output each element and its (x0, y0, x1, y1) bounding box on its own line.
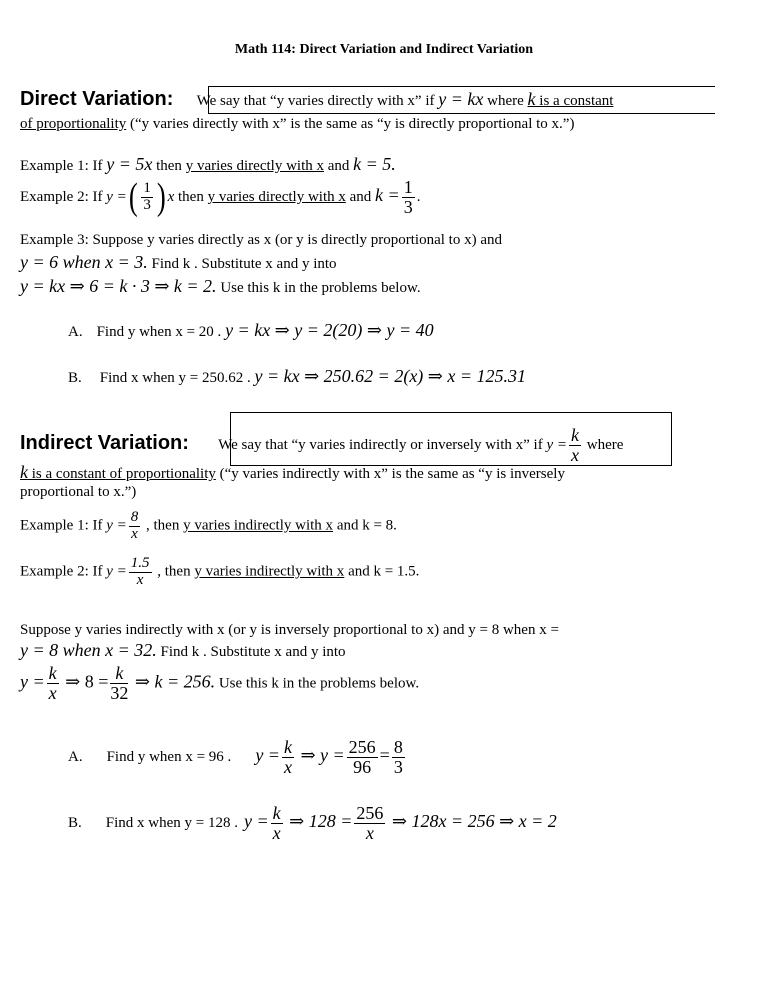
example-k: k = (375, 184, 400, 205)
implication: ⇒ 128 = (284, 810, 353, 831)
indirect-def-text: We say that “y varies indirectly or inversely with x” if (218, 436, 547, 453)
numerator: k (110, 664, 128, 684)
example-text: Use this k in the problems below. (215, 675, 420, 692)
direct-problem-a (68, 320, 434, 341)
denominator: x (570, 444, 579, 465)
problem-label: B. (68, 370, 82, 386)
indirect-def-k: k (20, 462, 28, 482)
direct-definition-line2 (20, 116, 574, 133)
direct-example-2 (20, 178, 420, 217)
numerator: k (272, 803, 281, 823)
page-title: Math 114: Direct Variation and Indirect Variation (234, 42, 534, 57)
problem-solution: y = kx ⇒ 250.62 = 2(x) ⇒ x = 125.31 (254, 366, 527, 386)
left-paren: ( (128, 176, 138, 219)
fraction (129, 510, 141, 543)
indirect-def-y: y = (546, 436, 567, 453)
denominator: 96 (353, 756, 372, 777)
fraction (271, 804, 283, 843)
example-y: y = (20, 671, 45, 692)
problem-solution: y = kx ⇒ y = 2(20) ⇒ y = 40 (225, 320, 434, 340)
example-text: and (323, 158, 354, 174)
fraction (392, 738, 405, 777)
indirect-suppose-line2 (20, 640, 346, 661)
example-conclusion: y varies indirectly with x (183, 517, 334, 534)
numerator: 8 (393, 737, 403, 757)
problem-y: y = (243, 810, 269, 831)
example-conclusion: y varies indirectly with x (194, 563, 345, 580)
denominator: 32 (110, 682, 129, 703)
example-equation: y = kx ⇒ 6 = k · 3 ⇒ k = 2. (20, 276, 217, 296)
indirect-problem-a (68, 738, 407, 777)
example-text: Find k . Substitute x and y into (156, 644, 346, 660)
example-text: , then (153, 563, 195, 580)
numerator: 1 (143, 180, 151, 197)
direct-def-k: k (527, 89, 536, 109)
fraction (129, 556, 152, 589)
example-y: y = (106, 563, 127, 580)
example-conclusion: y varies directly with x (185, 158, 324, 174)
right-paren: ) (156, 176, 166, 219)
problem-label: A. (68, 324, 83, 340)
denominator: 3 (143, 196, 151, 213)
indirect-def-fraction (569, 426, 581, 465)
problem-y: y = (255, 744, 280, 765)
direct-example-3-line1: Example 3: Suppose y varies directly as x (or y is directly proportional to x) and (20, 232, 502, 248)
period: . (416, 188, 421, 205)
indirect-example-1 (20, 510, 397, 543)
example-equation: y = 5x (106, 154, 153, 174)
example-text: Use this k in the problems below. (216, 280, 421, 296)
direct-def-note: (“y varies directly with x” is the same as “y is directly proportional to x.”) (126, 116, 575, 132)
fraction (282, 738, 294, 777)
problem-label: A. (68, 748, 83, 765)
numerator: 256 (348, 737, 376, 757)
example-label: Example 2: If (20, 188, 107, 205)
fraction (347, 738, 378, 777)
direct-problem-b (68, 366, 526, 387)
denominator: x (365, 822, 374, 843)
indirect-def-where: where (582, 436, 624, 453)
example-text: , then (142, 517, 184, 534)
denominator: x (131, 525, 138, 542)
problem-text: Find y when x = 96 . (106, 748, 232, 765)
example-label: Example 1: If (20, 158, 107, 174)
fraction (47, 664, 59, 703)
example-equation: y = 8 when x = 32. (20, 640, 157, 660)
direct-def-constant: is a constant (535, 93, 614, 109)
example-text: then (174, 188, 208, 205)
numerator: 8 (130, 509, 139, 525)
numerator: 1.5 (130, 555, 150, 571)
denominator: 3 (393, 756, 403, 777)
denominator: x (48, 682, 57, 703)
example-text: Find k . Substitute x and y into (147, 256, 337, 272)
indirect-def-constant: is a constant of proportionality (28, 466, 216, 482)
denominator: 3 (403, 196, 413, 217)
denominator: x (283, 756, 292, 777)
problem-text: Find y when x = 20 . (96, 324, 222, 340)
problem-solution: ⇒ 128x = 256 ⇒ x = 2 (387, 810, 557, 831)
direct-def-proportionality: of proportionality (20, 116, 127, 132)
k-fraction (402, 178, 415, 217)
numerator: k (570, 425, 579, 445)
numerator: 1 (403, 177, 413, 197)
fraction (141, 181, 153, 214)
problem-text: Find x when y = 250.62 . (99, 370, 251, 386)
numerator: k (48, 663, 57, 683)
indirect-definition (20, 426, 623, 465)
numerator: k (283, 737, 292, 757)
example-equation: y = 6 when x = 3. (20, 252, 148, 272)
example-y: y = (106, 188, 127, 205)
example-text: and k = 8. (333, 517, 397, 534)
indirect-definition-line3: proportional to x.”) (20, 484, 137, 500)
example-conclusion: y varies directly with x (207, 188, 346, 205)
problem-text: Find x when y = 128 . (105, 814, 238, 831)
fraction (110, 664, 128, 703)
implication: ⇒ 8 = (60, 671, 109, 692)
indirect-problem-b (68, 804, 557, 843)
direct-example-1 (20, 154, 396, 175)
direct-def-where: where (483, 93, 528, 109)
example-text: and k = 1.5. (344, 563, 420, 580)
example-text: then (152, 158, 186, 174)
direct-def-equation: y = kx (438, 89, 484, 109)
example-text: and (345, 188, 376, 205)
implication: ⇒ k = 256. (130, 671, 216, 692)
direct-example-3-line3 (20, 276, 421, 297)
numerator: 256 (356, 803, 384, 823)
denominator: x (136, 571, 144, 588)
example-k-value: k = 5. (353, 154, 396, 174)
example-y: y = (106, 517, 127, 534)
indirect-def-note: (“y varies indirectly with x” is the same as “y is inversely (215, 466, 565, 482)
example-label: Example 2: If (20, 563, 107, 580)
indirect-example-2 (20, 556, 419, 589)
direct-definition (20, 88, 613, 111)
equals: = (379, 744, 390, 765)
direct-example-3-line2 (20, 252, 337, 273)
fraction (354, 804, 385, 843)
indirect-suppose-line1: Suppose y varies indirectly with x (or y is inversely proportional to x) and y = 8 when x = (20, 622, 559, 638)
denominator: x (272, 822, 281, 843)
indirect-heading: Indirect Variation: (20, 431, 189, 454)
example-label: Example 1: If (20, 517, 107, 534)
example-x: x (167, 188, 175, 205)
indirect-definition-line2 (20, 462, 565, 483)
direct-def-text: We say that “y varies directly with x” if (196, 93, 439, 109)
direct-heading: Direct Variation: (20, 88, 174, 110)
implication: ⇒ y = (295, 744, 345, 765)
indirect-suppose-line3 (20, 664, 419, 703)
problem-label: B. (68, 814, 82, 831)
